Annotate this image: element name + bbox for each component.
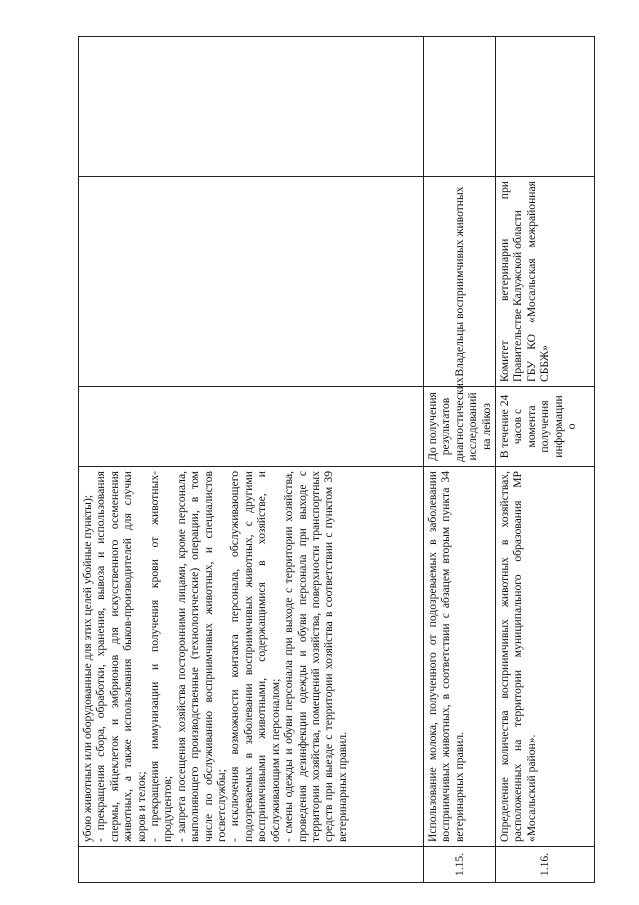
responsible-cell	[79, 177, 424, 387]
note-cell	[496, 37, 595, 177]
measure-line: - прекращения сбора, обработки, хранения, вывоза и использования спермы, яйцеклеток и эмбрионов для искусственного осеменения животных, а также использования быков-производителей для случки коров и телок;	[94, 471, 148, 842]
measure-text: Определение количества восприимчивых животных в хозяйствах, расположенных на территории муниципального образования МР «Мосальский район».	[496, 467, 595, 847]
measure-line: - прекращения иммунизации и получения крови от животных-продуцентов;	[148, 471, 175, 842]
note-cell	[79, 37, 424, 177]
row-number: 1.16.	[496, 847, 595, 883]
measure-line: убою животных или оборудованные для этих целей убойные пункты);	[81, 494, 94, 842]
deadline-cell	[79, 387, 424, 467]
note-cell	[424, 37, 496, 177]
row-number	[79, 847, 424, 883]
measure-text	[79, 467, 424, 847]
deadline-cell: В течение 24 часов с момента получения информации о	[496, 387, 595, 467]
row-number: 1.15.	[424, 847, 496, 883]
table-row	[424, 37, 496, 883]
measure-text: Использование молока, полученного от подозреваемых в заболевании восприимчивых животных, в соответствии с абзацем вторым пункта 34 ветеринарных правил.	[424, 467, 496, 847]
responsible-line: Комитет ветеринарии при Правительстве Калужской области	[498, 181, 525, 382]
responsible-line: ГБУ КО «Мосальская межрайонная СББЖ»	[524, 181, 552, 382]
responsible-line: Владельцы восприимчивых животных	[452, 186, 466, 377]
measure-line: - запрета посещения хозяйства посторонними лицами, кроме персонала, выполняющего производственные (технологические) операции, в том числе по обслуживанию восприимчивых животных, и специалистов госветслужбы;	[174, 471, 229, 842]
table-row	[496, 37, 595, 883]
responsible-cell	[424, 177, 496, 387]
measure-line: - исключения возможности контакта персонала, обслуживающего подозреваемых в заболевании восприимчивых животных, с другими восприимчивыми животными, содержащимися в хозяйстве, и обслуживающим их персоналом;	[228, 471, 282, 842]
responsible-cell	[496, 177, 595, 387]
table-row	[79, 37, 424, 883]
deadline-cell: До получения результатов диагностических исследований на лейкоз	[424, 387, 496, 467]
measure-line: - смены одежды и обуви персонала при выходе с территории хозяйства, проведения дезинфекции одежды и обуви персонала при выходе с территории хозяйства, помещений хозяйства, поверхности транспортных средств при выезде с территории хозяйства в соответствии с пунктом 39 ветеринарных правил.	[282, 471, 349, 842]
measures-table-fragment	[78, 37, 587, 883]
measures-table	[78, 36, 595, 883]
